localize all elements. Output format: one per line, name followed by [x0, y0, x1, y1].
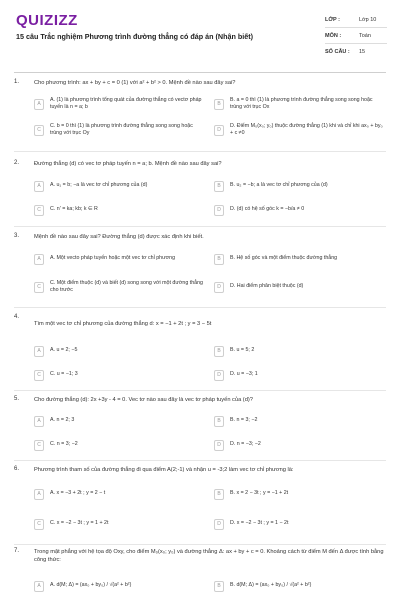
- option-letter: C: [34, 282, 44, 293]
- question-3: [14, 233, 386, 313]
- question-divider: [14, 544, 386, 545]
- meta-key: MÔN :: [325, 32, 342, 39]
- option-a[interactable]: [34, 249, 204, 269]
- option-letter: A: [34, 346, 44, 357]
- question-number: 3.: [14, 233, 20, 239]
- option-a[interactable]: [34, 341, 204, 361]
- option-b[interactable]: [214, 94, 384, 114]
- option-text: C. u = −1; 3: [50, 371, 78, 378]
- option-d[interactable]: [214, 435, 384, 455]
- option-letter: C: [34, 519, 44, 530]
- header-divider: [14, 72, 386, 73]
- option-a[interactable]: [34, 484, 204, 504]
- option-letter: D: [214, 370, 224, 381]
- option-letter: A: [34, 181, 44, 192]
- option-b[interactable]: [214, 341, 384, 361]
- option-d[interactable]: [214, 514, 384, 534]
- meta-value: 15: [359, 48, 366, 55]
- meta-row-count: [325, 44, 387, 59]
- meta-row-class: [325, 12, 387, 28]
- option-b[interactable]: [214, 411, 384, 431]
- option-b[interactable]: [214, 249, 384, 269]
- question-divider: [14, 151, 386, 152]
- option-c[interactable]: [34, 514, 204, 534]
- option-text: A. u₁ = b; −a là vec tơ chỉ phương của (d): [50, 182, 148, 189]
- page-title: 15 câu Trắc nghiệm Phương trình đường thẳng có đáp án (Nhận biết): [16, 32, 254, 41]
- option-text: B. u = 5; 2: [230, 347, 255, 354]
- option-b[interactable]: [214, 576, 384, 596]
- option-text: A. n = 2; 3: [50, 417, 75, 424]
- question-text: Đường thẳng (d) có vec tơ pháp tuyến n = a; b. Mệnh đề nào sau đây sai?: [34, 161, 222, 167]
- question-text: Trong mặt phẳng với hệ tọa độ Oxy, cho điểm M₀(x₀; y₀) và đường thẳng Δ: ax + by + c = 0. Khoảng cách từ điểm M đến Δ được tính bằng công thức:: [34, 549, 384, 564]
- option-b[interactable]: [214, 484, 384, 504]
- option-letter: B: [214, 346, 224, 357]
- option-text: C. x = −2 − 3t ; y = 1 + 2t: [50, 520, 109, 527]
- option-text: C. n' = ka; kb; k ∈ R: [50, 206, 98, 213]
- question-text: Tìm một vec tơ chỉ phương của đường thẳng d: x = −1 + 2t ; y = 3 − 5t: [34, 321, 212, 327]
- option-letter: A: [34, 416, 44, 427]
- option-c[interactable]: [34, 120, 204, 140]
- question-number: 1.: [14, 79, 20, 85]
- option-letter: D: [214, 205, 224, 216]
- question-5: [14, 396, 386, 464]
- option-text: C. Một điểm thuộc (d) và biết (d) song song với một đường thẳng cho trước: [50, 279, 203, 293]
- option-letter: A: [34, 489, 44, 500]
- option-text: A. x = −3 + 2t ; y = 2 − t: [50, 490, 106, 497]
- option-text: B. n = 3; −2: [230, 417, 258, 424]
- question-6: [14, 466, 386, 546]
- question-2: [14, 160, 386, 232]
- option-letter: A: [34, 99, 44, 110]
- option-d[interactable]: [214, 365, 384, 385]
- option-letter: B: [214, 181, 224, 192]
- option-text: B. Hệ số góc và một điểm thuộc đường thẳng: [230, 255, 338, 262]
- option-letter: C: [34, 125, 44, 136]
- option-text: B. x = 2 − 3t ; y = −1 + 2t: [230, 490, 289, 497]
- option-d[interactable]: [214, 277, 384, 297]
- question-7: [14, 548, 386, 598]
- option-text: D. u = −3; 1: [230, 371, 258, 378]
- option-letter: C: [34, 205, 44, 216]
- meta-value: Toán: [359, 32, 371, 39]
- question-text: Cho phương trình: ax + by + c = 0 (1) với a² + b² > 0. Mệnh đề nào sau đây sai?: [34, 80, 236, 86]
- option-d[interactable]: [214, 120, 384, 140]
- option-text: D. Hai điểm phân biệt thuộc (d): [230, 283, 304, 290]
- option-text: D. (d) có hệ số góc k = −b/a ≠ 0: [230, 206, 305, 213]
- question-divider: [14, 307, 386, 308]
- option-text: B. d(M; Δ) = (ax₀ + by₀) / √(a² + b²): [230, 582, 312, 589]
- option-text: B. u₂ = −b; a là vec tơ chỉ phương của (d): [230, 182, 328, 189]
- option-letter: B: [214, 581, 224, 592]
- option-text: A. (1) là phương trình tổng quát của đường thẳng có vectơ pháp tuyến là n = a; b: [50, 96, 202, 110]
- question-text: Cho đường thẳng (d): 2x +3y - 4 = 0. Vec tơ nào sau đây là vec tơ pháp tuyến của (d)?: [34, 397, 253, 403]
- option-text: D. Điểm M₀(x₀; y₀) thuộc đường thẳng (1) khi và chỉ khi ax₀ + by₀ + c ≠0: [230, 122, 383, 136]
- meta-key: SỐ CÂU :: [325, 48, 350, 55]
- option-text: A. Một vecto pháp tuyến hoặc một vec tơ chỉ phương: [50, 255, 176, 262]
- option-a[interactable]: [34, 176, 204, 196]
- meta-value: Lớp 10: [359, 16, 377, 23]
- question-1: [14, 79, 386, 159]
- question-number: 6.: [14, 466, 20, 472]
- option-letter: D: [214, 440, 224, 451]
- quizizz-logo: QUIZIZZ: [16, 12, 78, 29]
- option-text: A. d(M; Δ) = (ax₀ + by₀) / √(a² + b²): [50, 582, 132, 589]
- question-divider: [14, 390, 386, 391]
- option-letter: B: [214, 254, 224, 265]
- option-c[interactable]: [34, 435, 204, 455]
- header: [0, 0, 400, 60]
- meta-row-subject: [325, 28, 387, 44]
- option-letter: A: [34, 254, 44, 265]
- question-text: Phương trình tham số của đường thẳng đi qua điểm A(2;-1) và nhận u = -3;2 làm vec tơ chỉ phương là:: [34, 467, 294, 473]
- meta-table: [325, 12, 387, 59]
- option-a[interactable]: [34, 411, 204, 431]
- option-letter: D: [214, 125, 224, 136]
- option-text: A. u = 2; −5: [50, 347, 78, 354]
- question-number: 4.: [14, 314, 20, 320]
- option-c[interactable]: [34, 277, 204, 297]
- option-letter: D: [214, 519, 224, 530]
- option-a[interactable]: [34, 576, 204, 596]
- option-letter: C: [34, 370, 44, 381]
- question-number: 5.: [14, 396, 20, 402]
- question-divider: [14, 226, 386, 227]
- option-letter: D: [214, 282, 224, 293]
- option-letter: B: [214, 489, 224, 500]
- option-text: D. x = −2 − 3t ; y = 1 − 2t: [230, 520, 289, 527]
- option-letter: B: [214, 99, 224, 110]
- option-c[interactable]: [34, 200, 204, 220]
- option-letter: C: [34, 440, 44, 451]
- option-text: B. a = 0 thì (1) là phương trình đường thẳng song song hoặc trùng với trục Ox: [230, 96, 373, 110]
- option-a[interactable]: [34, 94, 204, 114]
- question-number: 7.: [14, 548, 20, 554]
- question-divider: [14, 460, 386, 461]
- option-c[interactable]: [34, 365, 204, 385]
- question-number: 2.: [14, 160, 20, 166]
- option-d[interactable]: [214, 200, 384, 220]
- question-4: [14, 314, 386, 392]
- option-letter: B: [214, 416, 224, 427]
- meta-key: LỚP :: [325, 16, 340, 23]
- option-b[interactable]: [214, 176, 384, 196]
- option-text: C. b = 0 thì (1) là phương trình đường thẳng song song hoặc trùng với trục Oy: [50, 122, 193, 136]
- option-text: D. n = −3; −2: [230, 441, 261, 448]
- option-letter: A: [34, 581, 44, 592]
- question-text: Mệnh đề nào sau đây sai? Đường thẳng (d) được xác định khi biết.: [34, 234, 204, 240]
- option-text: C. n = 3; −2: [50, 441, 78, 448]
